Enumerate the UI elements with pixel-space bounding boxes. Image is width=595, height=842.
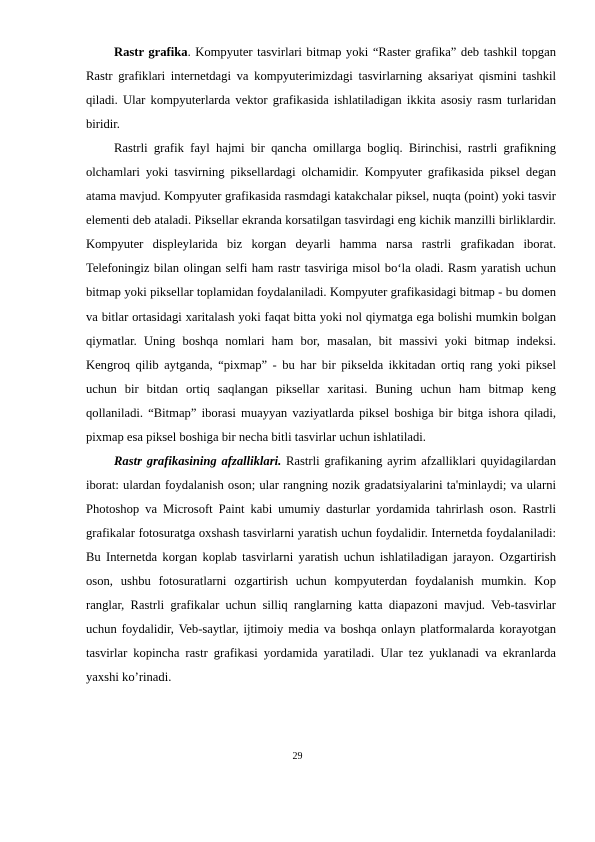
paragraph-raster-graphics-intro bbox=[86, 40, 556, 136]
paragraph-text: Rastrli grafikaning ayrim afzalliklari quyidagilardan iborat: ulardan foydalanish oson; ular rangning nozik gradatsiyalarini ta'minlaydi; va ularni Photoshop va Microsoft Paint kabi umumiy dasturlar yordamida tahrirlash oson. Rastrli grafikalar fotosuratga oxshash tasvirlarni yaratish uchun foydalidir. Internetda foydalaniladi: Bu Internetda korgan koplab tasvirlarni yaratish uchun ishlatiladigan jarayon. Ozgartirish oson, ushbu fotosuratlarni ozgartirish uchun kompyuterdan foydalanish mumkin. Kop ranglar, Rastrli grafikalar uchun silliq ranglarning katta diapazoni mavjud. Veb-tasvirlar uchun foydalidir, Veb-saytlar, ijtimoiy media va boshqa onlayn platformalarda korayotgan tasvirlar kopincha rastr grafikasi yordamida yaratiladi. Ular tez yuklanadi va ekranlarda yaxshi ko’rinadi. bbox=[86, 453, 557, 685]
paragraph-text: Rastrli grafik fayl hajmi bir qancha omillarga bogliq. Birinchisi, rastrli grafikning olchamlari yoki tasvirning piksellardagi olchamidir. Kompyuter grafikasida piksel degan atama mavjud. Kompyuter grafikasida rasmdagi katakchalar piksel, nuqta (point) yoki tasvir elementi deb ataladi. Piksellar ekranda korsatilgan tasvirdagi eng kichik manzilli birliklardir. Kompyuter displeylarida biz korgan deyarli hamma narsa rastrli grafikadan iborat. Telefoningiz bilan olingan selfi ham rastr tasviriga misol bo‘la oladi. Rasm yaratish uchun bitmap yoki piksellar toplamidan foydalaniladi. Kompyuter grafikasidagi bitmap - bu domen va bitlar ortasidagi xaritalash yoki faqat bitta yoki nol qiymatga ega bolishi mumkin bolgan qiymatlar. Uning boshqa nomlari ham bor, masalan, bit massivi yoki bitmap indeksi. Kengroq qilib aytganda, “pixmap” - bu har bir pikselda ikkitadan ortiq rang yoki piksel uchun bir bitdan ortiq saqlangan piksellar xaritasi. Buning uchun ham bitmap keng qollaniladi. “Bitmap” iborasi muayyan vaziyatlarda piksel boshiga bir bitga ishora qiladi, pixmap esa piksel boshiga bir necha bitli tasvirlar uchun ishlatiladi. bbox=[86, 141, 556, 444]
document-body bbox=[86, 40, 556, 689]
paragraph-raster-file-size bbox=[86, 136, 556, 449]
paragraph-heading-raster-graphics: Rastr grafika bbox=[114, 45, 188, 59]
paragraph-heading-advantages: Rastr grafikasining afzalliklari. bbox=[114, 453, 282, 468]
paragraph-text: . Kompyuter tasvirlari bitmap yoki “Raster grafika” deb tashkil topgan Rastr grafiklari internetdagi va kompyuterimizdagi tasvirlarning aksariyat qismini tashkil qiladi. Ular kompyuterlarda vektor grafikasida ishlatiladigan ikkita asosiy rasm turlaridan biridir. bbox=[86, 45, 556, 132]
page-number: 29 bbox=[292, 751, 303, 762]
paragraph-raster-advantages bbox=[86, 449, 556, 689]
